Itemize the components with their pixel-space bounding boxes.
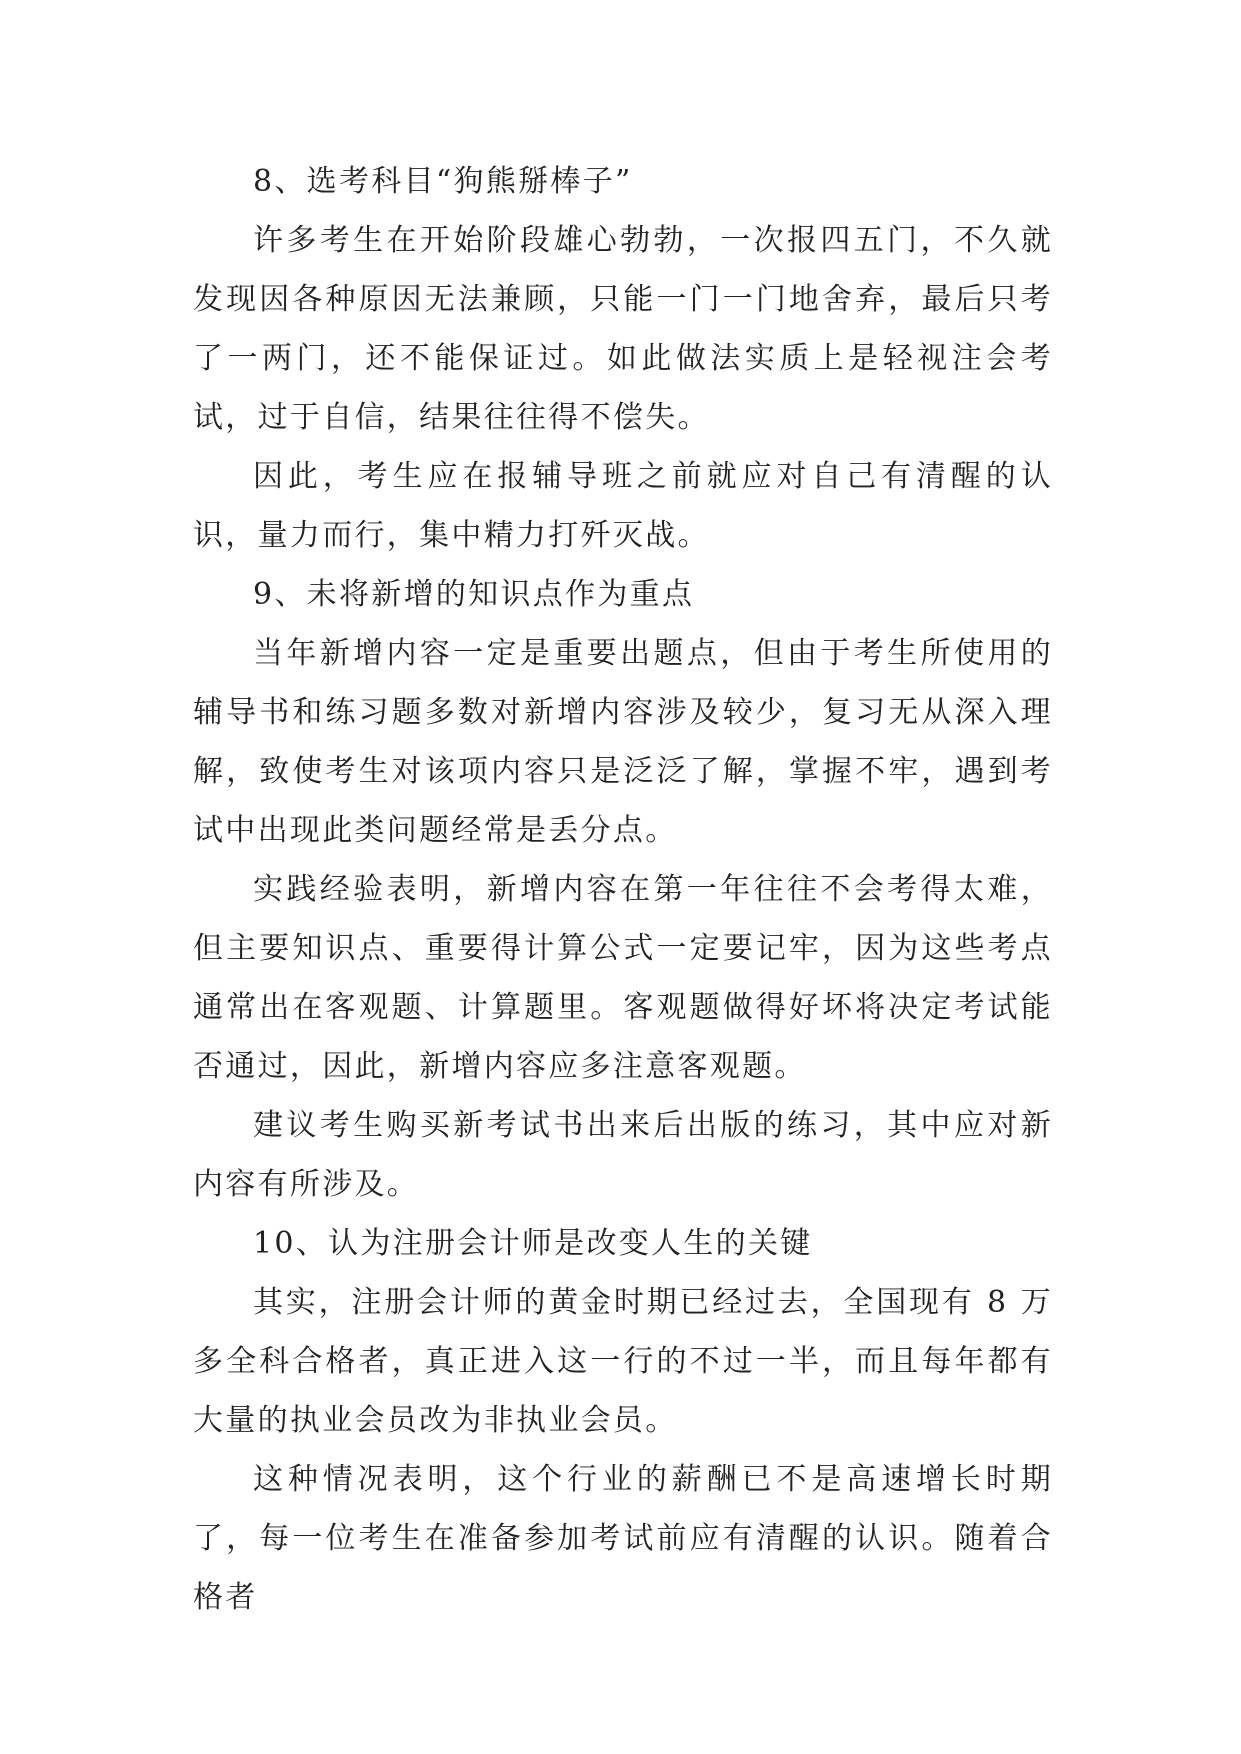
paragraph: 实践经验表明，新增内容在第一年往往不会考得太难，但主要知识点、重要得计算公式一定要记牢，因为这些考点通常出在客观题、计算题里。客观题做得好坏将决定考试能否通过，因此，新增内容应多注意客观题。	[193, 872, 1053, 1084]
document-body	[193, 152, 1053, 1627]
paragraph: 许多考生在开始阶段雄心勃勃，一次报四五门，不久就发现因各种原因无法兼顾，只能一门一门地舍弃，最后只考了一两门，还不能保证过。如此做法实质上是轻视注会考试，过于自信，结果往往得不偿失。	[193, 223, 1053, 435]
section-heading-10: 10、认为注册会计师是改变人生的关键	[253, 1226, 813, 1261]
paragraph: 这种情况表明，这个行业的薪酬已不是高速增长时期了，每一位考生在准备参加考试前应有清醒的认识。随着合格者	[193, 1462, 1053, 1615]
paragraph: 建议考生购买新考试书出来后出版的练习，其中应对新内容有所涉及。	[193, 1108, 1053, 1202]
section-heading-9: 9、未将新增的知识点作为重点	[253, 577, 695, 612]
paragraph: 其实，注册会计师的黄金时期已经过去，全国现有 8 万多全科合格者，真正进入这一行的不过一半，而且每年都有大量的执业会员改为非执业会员。	[193, 1285, 1053, 1438]
paragraph: 因此，考生应在报辅导班之前就应对自己有清醒的认识，量力而行，集中精力打歼灭战。	[193, 459, 1053, 553]
section-heading-8: 8、选考科目“狗熊掰棒子”	[253, 164, 633, 199]
paragraph: 当年新增内容一定是重要出题点，但由于考生所使用的辅导书和练习题多数对新增内容涉及较少，复习无从深入理解，致使考生对该项内容只是泛泛了解，掌握不牢，遇到考试中出现此类问题经常是丢分点。	[193, 636, 1053, 848]
